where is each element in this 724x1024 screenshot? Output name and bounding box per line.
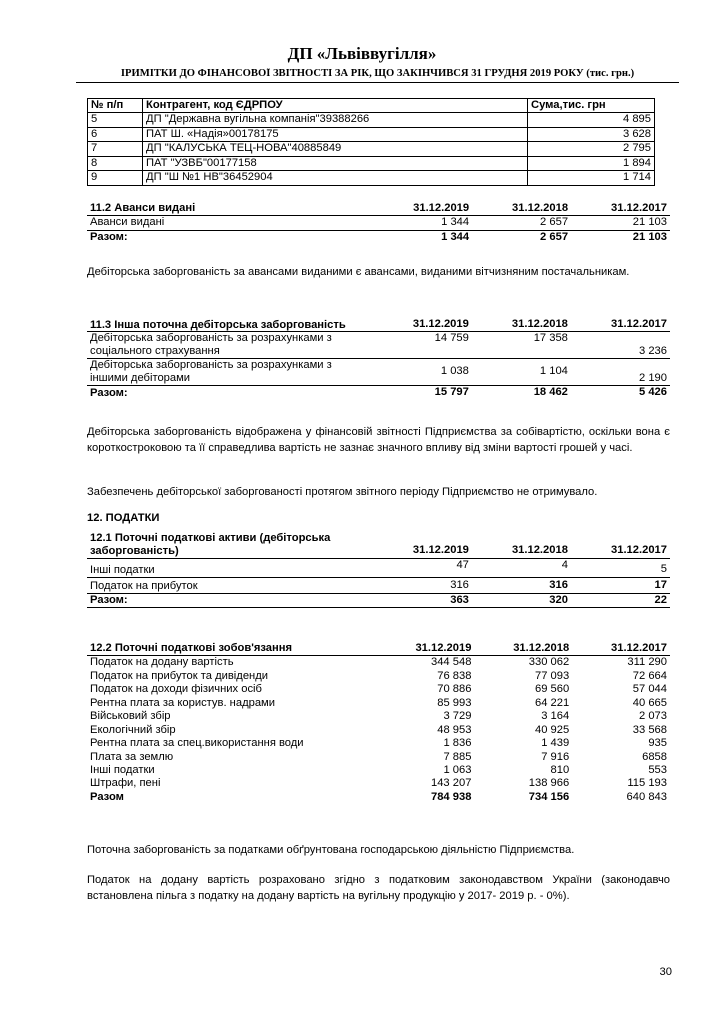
cell-2019: 47 [373, 558, 472, 577]
row-label: Дебіторська заборгованість за розрахунками з соціального страхування [87, 332, 373, 359]
row-label: Екологічний збір [90, 723, 176, 736]
section-title: 12.1 Поточні податкові активи (дебіторська заборгованість) [87, 532, 373, 558]
table-row [88, 127, 655, 141]
total-2017: 21 103 [632, 230, 667, 243]
table-row [88, 171, 655, 185]
cell-2018: 17 358 [472, 332, 571, 359]
total-label: Разом: [90, 386, 128, 399]
cell-2017: 3 236 [571, 332, 670, 359]
cell-2018: 316 [472, 577, 571, 593]
cell-2019: 344 548 [430, 656, 472, 669]
cell-amount: 3 628 [528, 127, 655, 141]
table-row [87, 777, 670, 790]
other-receivables-table [87, 318, 670, 399]
cell-2017: 21 103 [571, 216, 670, 230]
total-2018: 2 657 [540, 230, 569, 243]
tax-assets-table [87, 532, 670, 608]
section-title: 12.2 Поточні податкові зобов'язання [87, 642, 377, 656]
row-label: Військовий збір [90, 710, 171, 723]
row-label: Податок на доходи фізичних осіб [90, 683, 262, 696]
cell-amount: 2 795 [528, 142, 655, 156]
cell-2017: 115 193 [627, 777, 667, 790]
section-title: 11.2 Аванси видані [87, 202, 373, 216]
taxes-note-1: Поточна заборгованість за податками обґрунтована господарською діяльністю Підприємства. [87, 844, 575, 856]
row-label: Рентна плата за спец.використання води [90, 737, 304, 750]
cell-2019: 316 [373, 577, 472, 593]
total-row [87, 593, 670, 607]
total-label: Разом [90, 790, 124, 803]
row-label: Інші податки [87, 558, 373, 577]
col-header-2019: 31.12.2019 [373, 202, 472, 216]
cell-contractor: ПАТ Ш. «Надія»00178175 [143, 127, 528, 141]
cell-2019: 3 729 [443, 710, 472, 723]
cell-2018: 2 657 [472, 216, 571, 230]
section-title: 11.3 Інша поточна дебіторська заборгованість [87, 318, 373, 332]
cell-2019: 1 344 [373, 216, 472, 230]
cell-2018: 4 [472, 558, 571, 577]
table-header-row [87, 642, 670, 656]
row-label: Податок на додану вартість [90, 656, 234, 669]
col-header-2017: 31.12.2017 [571, 318, 670, 332]
cell-2019: 143 207 [430, 777, 472, 790]
cell-amount: 4 895 [528, 113, 655, 127]
cell-number: 6 [88, 127, 143, 141]
cell-2018: 64 221 [534, 696, 570, 709]
total-2019: 363 [373, 593, 472, 607]
cell-number: 9 [88, 171, 143, 185]
page-number: 30 [659, 966, 672, 978]
taxes-note-2: Податок на додану вартість розраховано згідно з податковим законодавством України (законодавчо встановлена пільга з податку на додану вартість на вугільну продукцію у 2017- 2019 р. - 0%). [87, 874, 670, 903]
table-header-row [87, 318, 670, 332]
table-header-row [88, 99, 655, 113]
col-header-2018: 31.12.2018 [472, 202, 571, 216]
col-header-amount: Сума,тис. грн [528, 99, 655, 113]
cell-2018: 1 104 [472, 359, 571, 386]
row-label: Податок на прибуток та дивіденди [90, 669, 268, 682]
table-row [87, 577, 670, 593]
cell-2019: 85 993 [437, 696, 472, 709]
total-label: Разом: [90, 230, 128, 243]
cell-2018: 7 916 [541, 750, 570, 763]
table-row [87, 683, 670, 696]
table-row [87, 359, 670, 386]
col-header-2017: 31.12.2017 [572, 642, 670, 656]
total-row [87, 230, 670, 244]
cell-2019: 7 885 [443, 750, 472, 763]
cell-number: 7 [88, 142, 143, 156]
col-header-2018: 31.12.2018 [472, 318, 571, 332]
table-row [87, 670, 670, 683]
row-label: Податок на прибуток [87, 577, 373, 593]
cell-2018: 3 164 [541, 710, 570, 723]
total-row [87, 385, 670, 399]
advances-note: Дебіторська заборгованість за авансами виданими є авансами, виданими вітчизняним постачальникам. [87, 266, 630, 278]
taxes-heading: 12. ПОДАТКИ [87, 512, 160, 524]
cell-2017: 72 664 [632, 669, 667, 682]
total-2018: 734 156 [528, 790, 570, 803]
cell-2019: 1 063 [443, 763, 472, 776]
total-label: Разом: [87, 593, 373, 607]
tax-liabilities-table [87, 642, 670, 804]
total-2019: 784 938 [430, 790, 472, 803]
col-header-2019: 31.12.2019 [373, 532, 472, 558]
total-2018: 18 462 [533, 385, 568, 398]
row-label: Штрафи, пені [90, 777, 161, 790]
report-subtitle: ІРИМІТКИ ДО ФІНАНСОВОЇ ЗВІТНОСТІ ЗА РІК, ЩО ЗАКІНЧИВСЯ 31 ГРУДНЯ 2019 РОКУ (тис. грн.) [76, 68, 679, 83]
receivables-note-1: Дебіторська заборгованість відображена у фінансовій звітності Підприємства за собівартістю, оскільки вона є короткостроковою та її справедлива вартість не зазнає значного впливу від зміни вартості грошей у часі. [87, 426, 670, 455]
table-row [87, 751, 670, 764]
col-header-number: № п/п [88, 99, 143, 113]
cell-2019: 1 836 [443, 737, 472, 750]
table-header-row [87, 202, 670, 216]
table-row [87, 764, 670, 777]
table-row [87, 216, 670, 230]
cell-contractor: ДП "Державна вугільна компанія"39388266 [143, 113, 528, 127]
total-2017: 640 843 [626, 790, 667, 803]
cell-2017: 6858 [642, 750, 667, 763]
cell-contractor: ДП "Ш №1 НВ"36452904 [143, 171, 528, 185]
row-label: Інші податки [90, 763, 155, 776]
table-row [87, 710, 670, 723]
row-label: Плата за землю [90, 750, 174, 763]
total-2018: 320 [472, 593, 571, 607]
row-label: Дебіторська заборгованість за розрахунками з іншими дебіторами [87, 359, 373, 386]
cell-2018: 69 560 [534, 683, 570, 696]
col-header-2017: 31.12.2017 [571, 202, 670, 216]
cell-amount: 1 714 [528, 171, 655, 185]
receivables-note-2: Забезпечень дебіторської заборгованості протягом звітного періоду Підприємство не отримувало. [87, 486, 598, 498]
table-row [87, 724, 670, 737]
table-header-row [87, 532, 670, 558]
col-header-2019: 31.12.2019 [373, 318, 472, 332]
cell-2017: 57 044 [632, 683, 667, 696]
total-2019: 1 344 [441, 230, 470, 243]
table-row [87, 656, 670, 670]
cell-2019: 70 886 [437, 683, 472, 696]
cell-2018: 138 966 [528, 777, 570, 790]
table-row [88, 156, 655, 170]
cell-2017: 311 290 [627, 656, 667, 669]
cell-2017: 2 073 [639, 710, 667, 723]
cell-2019: 14 759 [373, 332, 472, 359]
cell-2018: 330 062 [528, 656, 570, 669]
cell-contractor: ДП "КАЛУСЬКА ТЕЦ-НОВА"40885849 [143, 142, 528, 156]
cell-2017: 2 190 [571, 359, 670, 386]
cell-amount: 1 894 [528, 156, 655, 170]
cell-2018: 77 093 [534, 669, 570, 682]
col-header-2019: 31.12.2019 [377, 642, 475, 656]
cell-2017: 40 665 [632, 696, 667, 709]
table-row [87, 558, 670, 577]
row-label: Аванси видані [87, 216, 373, 230]
total-row [87, 791, 670, 804]
cell-number: 5 [88, 113, 143, 127]
cell-contractor: ПАТ "УЗВБ"00177158 [143, 156, 528, 170]
cell-2017: 33 568 [632, 723, 667, 736]
total-2019: 15 797 [434, 385, 469, 398]
tax-liabilities-rows [87, 656, 670, 791]
table-row [87, 697, 670, 710]
cell-2019: 1 038 [373, 359, 472, 386]
cell-2018: 1 439 [541, 737, 570, 750]
col-header-2018: 31.12.2018 [472, 532, 571, 558]
col-header-2018: 31.12.2018 [474, 642, 572, 656]
col-header-2017: 31.12.2017 [571, 532, 670, 558]
advances-table [87, 202, 670, 244]
total-2017: 5 426 [639, 385, 667, 398]
cell-2018: 810 [550, 763, 570, 776]
cell-2019: 76 838 [437, 669, 472, 682]
total-2017: 22 [571, 593, 670, 607]
cell-2018: 40 925 [534, 723, 570, 736]
cell-2017: 553 [648, 763, 667, 776]
cell-2017: 935 [648, 737, 667, 750]
cell-number: 8 [88, 156, 143, 170]
table-row [87, 332, 670, 359]
contractors-table [87, 98, 655, 186]
table-row [87, 737, 670, 750]
row-label: Рентна плата за користув. надрами [90, 696, 275, 709]
cell-2017: 5 [571, 558, 670, 577]
cell-2017: 17 [571, 577, 670, 593]
company-title: ДП «Львіввугілля» [287, 44, 437, 63]
cell-2019: 48 953 [437, 723, 472, 736]
table-row [88, 142, 655, 156]
col-header-contractor: Контрагент, код ЄДРПОУ [143, 99, 528, 113]
table-row [88, 113, 655, 127]
